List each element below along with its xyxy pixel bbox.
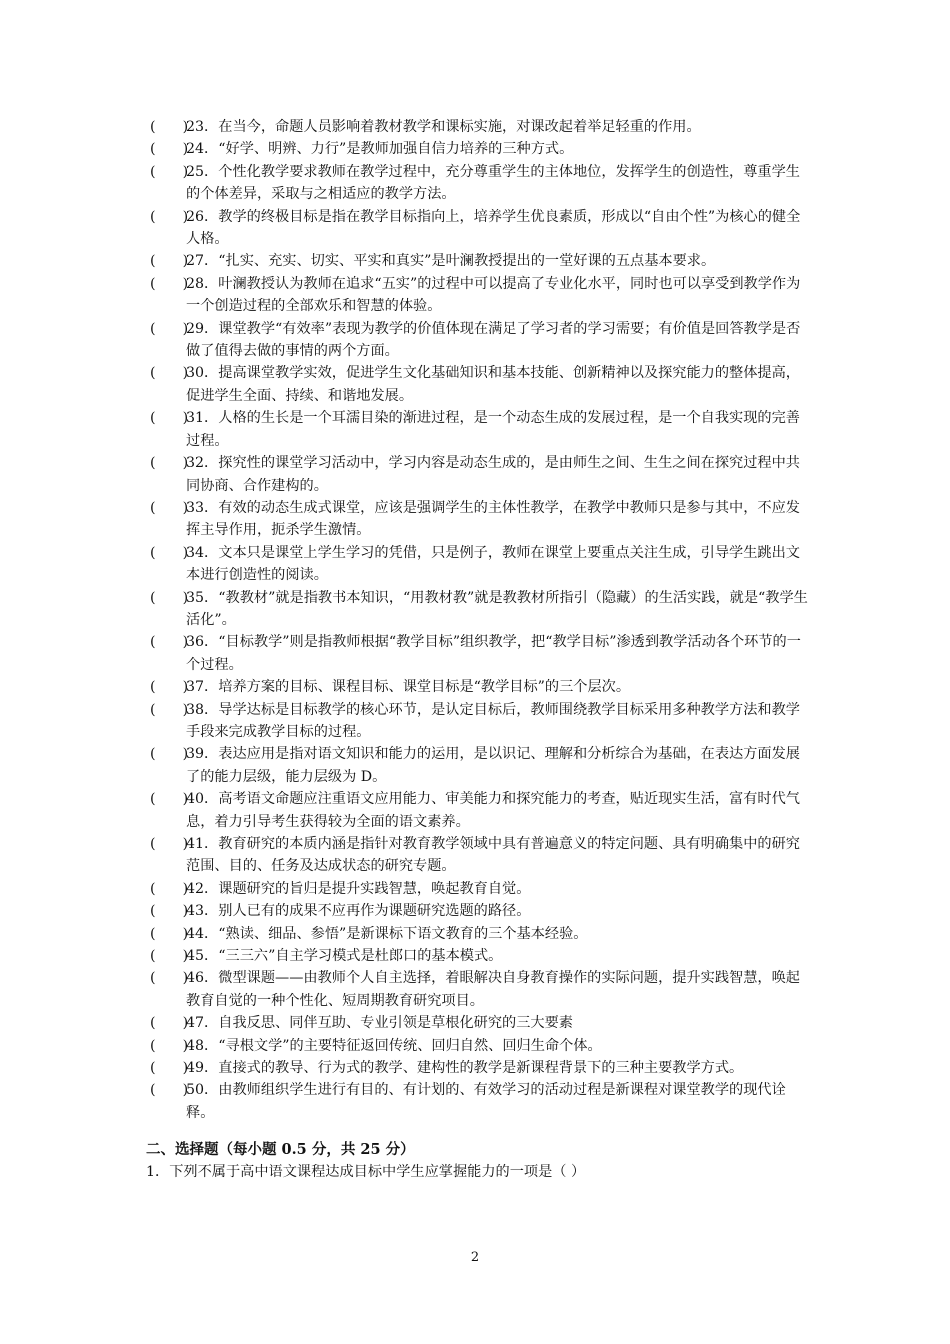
answer-blank: ( ) xyxy=(150,365,189,382)
answer-blank: ( ) xyxy=(150,903,189,920)
true-false-item xyxy=(150,1079,810,1124)
answer-blank: ( ) xyxy=(150,275,189,292)
item-statement xyxy=(186,743,810,788)
item-statement xyxy=(186,452,810,497)
true-false-item xyxy=(150,743,810,788)
item-number: 25． xyxy=(186,163,219,180)
true-false-item xyxy=(150,542,810,587)
true-false-item xyxy=(150,116,810,138)
item-number: 46． xyxy=(186,970,219,987)
true-false-item xyxy=(150,878,810,900)
item-statement xyxy=(186,273,810,318)
item-number: 23． xyxy=(186,119,219,135)
item-text: 提高课堂教学实效，促进学生文化基础知识和基本技能、创新精神以及探究能力的整体提高，促进学生全面、持续、和谐地发展。 xyxy=(186,365,800,404)
item-number: 34． xyxy=(186,544,219,561)
item-statement xyxy=(186,138,810,160)
item-statement xyxy=(186,923,810,945)
true-false-item xyxy=(150,497,810,542)
item-number: 40． xyxy=(186,791,219,808)
item-statement xyxy=(186,250,810,272)
item-number: 31． xyxy=(186,410,219,427)
answer-blank: ( ) xyxy=(150,163,189,180)
item-text: 教学的终极目标是指在教学目标指向上，培养学生优良素质，形成以“自由个性”为核心的健全人格。 xyxy=(186,208,801,248)
answer-blank: ( ) xyxy=(150,1082,189,1099)
item-number: 43． xyxy=(186,903,219,920)
answer-blank: ( ) xyxy=(150,970,189,987)
answer-blank: ( ) xyxy=(150,1037,189,1054)
item-text: “好学、明辨、力行”是教师加强自信力培养的三种方式。 xyxy=(218,141,574,158)
answer-blank: ( ) xyxy=(150,499,189,516)
item-statement xyxy=(186,587,810,632)
item-number: 44． xyxy=(186,925,219,942)
true-false-item xyxy=(150,407,810,452)
true-false-item xyxy=(150,631,810,676)
answer-blank: ( ) xyxy=(150,253,189,270)
item-number: 28． xyxy=(186,275,219,292)
item-statement xyxy=(186,945,810,967)
answer-blank: ( ) xyxy=(150,455,189,472)
item-text: “教教材”就是指教书本知识，“用教材教”就是教教材所指引（隐藏）的生活实践，就是“教学生活化”。 xyxy=(186,589,808,628)
item-statement xyxy=(186,1079,810,1124)
item-text: 有效的动态生成式课堂，应该是强调学生的主体性教学，在教学中教师只是参与其中，不应发挥主导作用，扼杀学生激情。 xyxy=(186,499,800,539)
item-text: 在当今，命题人员影响着教材教学和课标实施，对课改起着举足轻重的作用。 xyxy=(218,119,701,135)
true-false-item xyxy=(150,833,810,878)
item-statement xyxy=(186,900,810,922)
item-text: “熟读、细品、参悟”是新课标下语文教育的三个基本经验。 xyxy=(218,925,588,942)
item-text: 由教师组织学生进行有目的、有计划的、有效学习的活动过程是新课程对课堂教学的现代诠释。 xyxy=(186,1082,786,1121)
answer-blank: ( ) xyxy=(150,925,189,942)
item-statement xyxy=(186,631,810,676)
true-false-item xyxy=(150,273,810,318)
answer-blank: ( ) xyxy=(150,410,189,427)
item-text: 培养方案的目标、课程目标、课堂目标是“教学目标”的三个层次。 xyxy=(218,679,631,696)
item-text: “寻根文学”的主要特征返回传统、回归自然、回归生命个体。 xyxy=(218,1037,602,1054)
item-text: 高考语文命题应注重语文应用能力、审美能力和探究能力的考查，贴近现实生活，富有时代气息，着力引导考生获得较为全面的语文素养。 xyxy=(186,791,800,830)
answer-blank: ( ) xyxy=(150,208,189,225)
item-number: 45． xyxy=(186,948,219,965)
item-statement xyxy=(186,318,810,363)
true-false-item xyxy=(150,161,810,206)
true-false-item xyxy=(150,362,810,407)
item-statement xyxy=(186,1035,810,1057)
true-false-item xyxy=(150,788,810,833)
item-text: 课题研究的旨归是提升实践智慧，唤起教育自觉。 xyxy=(218,880,531,897)
answer-blank: ( ) xyxy=(150,836,189,852)
item-number: 41． xyxy=(186,836,219,852)
item-number: 36． xyxy=(186,634,219,651)
true-false-item xyxy=(150,1012,810,1034)
item-number: 26． xyxy=(186,208,219,225)
item-text: “三三六”自主学习模式是杜郎口的基本模式。 xyxy=(218,948,503,965)
item-text: 探究性的课堂学习活动中，学习内容是动态生成的，是由师生之间、生生之间在探究过程中共同协商、合作建构的。 xyxy=(186,455,800,494)
answer-blank: ( ) xyxy=(150,746,189,763)
item-text: 文本只是课堂上学生学习的凭借，只是例子，教师在课堂上要重点关注生成，引导学生跳出文本进行创造性的阅读。 xyxy=(186,544,800,584)
answer-blank: ( ) xyxy=(150,679,189,696)
section-title: 二、选择题（每小题 0.5 分，共 25 分） xyxy=(146,1141,415,1159)
item-statement xyxy=(186,497,810,542)
answer-blank: ( ) xyxy=(150,589,189,606)
answer-blank: ( ) xyxy=(150,544,189,561)
true-false-item xyxy=(150,676,810,698)
item-number: 47． xyxy=(186,1015,219,1032)
item-text: 叶澜教授认为教师在追求“五实”的过程中可以提高了专业化水平，同时也可以享受到教学作为一个创造过程的全部欢乐和智慧的体验。 xyxy=(186,275,801,315)
answer-blank: ( ) xyxy=(150,634,189,651)
item-statement xyxy=(186,206,810,251)
item-text: “目标教学”则是指教师根据“教学目标”组织教学，把“教学目标”渗透到教学活动各个环节的一个过程。 xyxy=(186,634,801,673)
item-statement xyxy=(186,833,810,878)
true-false-item xyxy=(150,138,810,160)
answer-blank: ( ) xyxy=(150,701,189,718)
answer-blank: ( ) xyxy=(150,791,189,808)
item-statement xyxy=(186,407,810,452)
item-text: 人格的生长是一个耳濡目染的渐进过程，是一个动态生成的发展过程，是一个自我实现的完善过程。 xyxy=(186,410,800,449)
item-number: 29． xyxy=(186,320,219,337)
true-false-item xyxy=(150,1057,810,1079)
item-number: 49． xyxy=(186,1060,219,1077)
true-false-items xyxy=(150,116,810,1124)
item-number: 32． xyxy=(186,455,219,472)
true-false-item xyxy=(150,900,810,922)
true-false-item xyxy=(150,452,810,497)
answer-blank: ( ) xyxy=(150,320,189,337)
item-number: 27． xyxy=(186,253,219,270)
item-text: 别人已有的成果不应再作为课题研究选题的路径。 xyxy=(218,903,531,920)
item-number: 24． xyxy=(186,141,219,158)
item-statement xyxy=(186,542,810,587)
item-statement xyxy=(186,161,810,206)
item-number: 39． xyxy=(186,746,219,763)
answer-blank: ( ) xyxy=(150,1060,189,1077)
item-statement xyxy=(186,1012,810,1034)
item-text: 教育研究的本质内涵是指针对教育教学领域中具有普遍意义的特定问题、具有明确集中的研究范围、目的、任务及达成状态的研究专题。 xyxy=(186,836,800,875)
true-false-item xyxy=(150,967,810,1012)
answer-blank: ( ) xyxy=(150,1015,189,1032)
true-false-item xyxy=(150,923,810,945)
question-1: 1．下列不属于高中语文课程达成目标中学生应掌握能力的一项是（ ） xyxy=(146,1164,586,1181)
answer-blank: ( ) xyxy=(150,880,189,897)
item-statement xyxy=(186,676,810,698)
true-false-item xyxy=(150,250,810,272)
item-statement xyxy=(186,699,810,744)
item-text: 微型课题——由教师个人自主选择，着眼解决自身教育操作的实际问题，提升实践智慧，唤起教育自觉的一种个性化、短周期教育研究项目。 xyxy=(186,970,800,1009)
item-text: “扎实、充实、切实、平实和真实”是叶澜教授提出的一堂好课的五点基本要求。 xyxy=(218,253,716,270)
true-false-item xyxy=(150,1035,810,1057)
item-statement xyxy=(186,878,810,900)
item-text: 导学达标是目标教学的核心环节，是认定目标后，教师围绕教学目标采用多种教学方法和教学手段来完成教学目标的过程。 xyxy=(186,701,800,740)
true-false-item xyxy=(150,587,810,632)
item-number: 38． xyxy=(186,701,219,718)
item-text: 表达应用是指对语文知识和能力的运用，是以识记、理解和分析综合为基础，在表达方面发展了的能力层级，能力层级为 D。 xyxy=(186,746,800,785)
item-number: 37． xyxy=(186,679,219,696)
true-false-item xyxy=(150,699,810,744)
item-statement xyxy=(186,788,810,833)
item-number: 30． xyxy=(186,365,219,382)
page-number: 2 xyxy=(470,1250,480,1265)
item-text: 直接式的教导、行为式的教学、建构性的教学是新课程背景下的三种主要教学方式。 xyxy=(218,1060,744,1077)
true-false-item xyxy=(150,945,810,967)
item-statement xyxy=(186,967,810,1012)
item-number: 50． xyxy=(186,1082,219,1099)
item-number: 33． xyxy=(186,499,219,516)
item-text: 自我反思、同伴互助、专业引领是草根化研究的三大要素 xyxy=(218,1015,573,1032)
true-false-item xyxy=(150,206,810,251)
answer-blank: ( ) xyxy=(150,141,189,158)
item-statement xyxy=(186,362,810,407)
answer-blank: ( ) xyxy=(150,119,189,135)
item-statement xyxy=(186,116,810,138)
item-number: 42． xyxy=(186,880,219,897)
item-number: 48． xyxy=(186,1037,219,1054)
item-text: 个性化教学要求教师在教学过程中，充分尊重学生的主体地位，发挥学生的创造性，尊重学生的个体差异，采取与之相适应的教学方法。 xyxy=(186,163,800,203)
true-false-item xyxy=(150,318,810,363)
document-page xyxy=(146,116,810,1183)
answer-blank: ( ) xyxy=(150,948,189,965)
item-statement xyxy=(186,1057,810,1079)
item-text: 课堂教学“有效率”表现为教学的价值体现在满足了学习者的学习需要；有价值是回答教学是否做了值得去做的事情的两个方面。 xyxy=(186,320,801,360)
item-number: 35． xyxy=(186,589,219,606)
